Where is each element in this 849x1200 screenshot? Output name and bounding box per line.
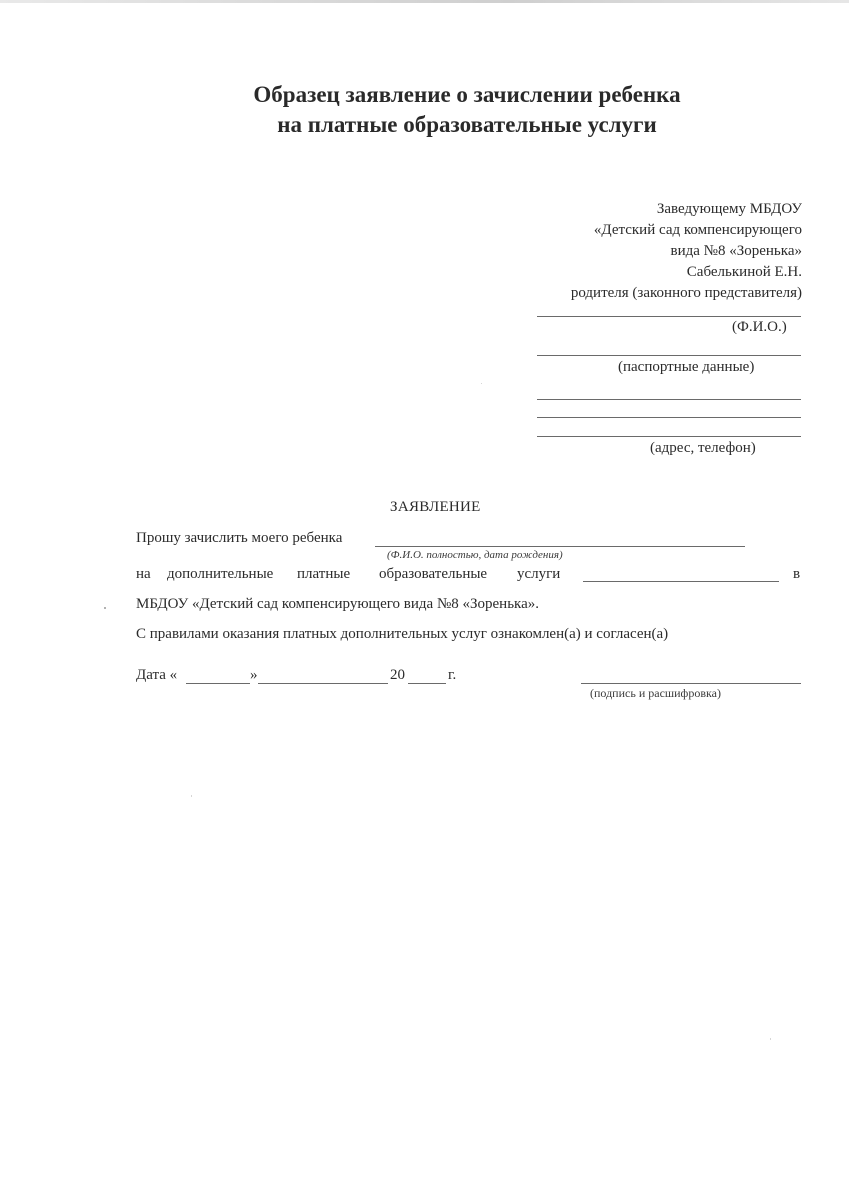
date-month-line [258,683,388,684]
fio-caption: (Ф.И.О.) [732,319,787,335]
addressee-block [530,199,802,304]
statement-heading: ЗАЯВЛЕНИЕ [390,499,481,515]
signature-line [581,683,801,684]
services-word-3: платные [297,566,351,582]
services-word-4: образовательные [379,566,488,582]
title-line-2: на платные образовательные услуги [277,112,657,137]
agreement-line: С правилами оказания платных дополнительных услуг ознакомлен(а) и согласен(а) [136,626,669,642]
date-day-line [186,683,250,684]
address-caption: (адрес, телефон) [650,440,756,456]
date-prefix: Дата « [136,667,178,683]
addressee-line-5: родителя (законного представителя) [570,285,802,301]
date-mid: » [250,667,258,683]
child-name-hint: (Ф.И.О. полностью, дата рождения) [387,549,563,561]
document-title [0,80,849,140]
services-word-6: в [793,566,801,582]
services-word-2: дополнительные [167,566,274,582]
scan-speck [191,795,192,797]
fio-field-line [537,316,801,317]
services-name-line [583,581,779,582]
title-line-1: Образец заявление о зачислении ребенка [253,82,681,107]
date-year-prefix: 20 [390,667,405,683]
address-field-line-1 [537,399,801,400]
scan-speck [104,607,106,609]
scan-speck [481,383,482,384]
scan-speck [770,1038,771,1040]
addressee-line-1: Заведующему МБДОУ [656,201,802,217]
request-line: Прошу зачислить моего ребенка [136,530,343,546]
services-word-1: на [136,566,151,582]
passport-caption: (паспортные данные) [618,359,755,375]
child-name-line [375,546,745,547]
addressee-line-2: «Детский сад компенсирующего [593,222,802,238]
signature-caption: (подпись и расшифровка) [590,686,721,700]
passport-field-line [537,355,801,356]
scan-edge-shadow [0,0,849,3]
address-field-line-3 [537,436,801,437]
addressee-line-3: вида №8 «Зоренька» [670,243,802,259]
institution-line: МБДОУ «Детский сад компенсирующего вида №8 «Зоренька». [136,596,540,612]
address-field-line-2 [537,417,801,418]
date-suffix: г. [448,667,457,683]
addressee-line-4: Сабелькиной Е.Н. [686,264,802,280]
services-word-5: услуги [517,566,561,582]
date-year-line [408,683,446,684]
